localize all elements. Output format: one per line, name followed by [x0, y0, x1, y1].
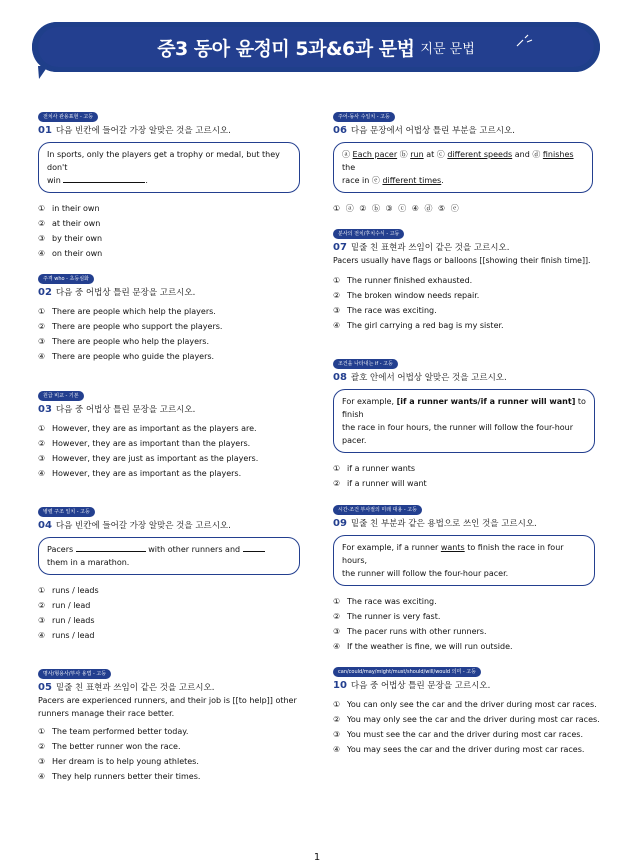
question-prompt: 밑줄 친 부분과 같은 용법으로 쓰인 것을 고르시오. [350, 519, 537, 529]
passage-text: For example, [342, 397, 395, 406]
option[interactable] [333, 273, 603, 288]
option[interactable] [333, 639, 595, 654]
question-tag: 명사/형용사/부사 용법 - 고등 [38, 669, 111, 679]
passage-text: and [514, 150, 530, 159]
options-list [333, 697, 613, 757]
passage-text: win [47, 176, 61, 185]
option[interactable] [333, 318, 603, 333]
option-number: ③ [38, 454, 46, 463]
question-10 [333, 658, 613, 757]
question-tag: 전치사 관용표현 - 고등 [38, 112, 98, 122]
option-number: ④ [333, 745, 341, 754]
option-text: The team performed better today. [52, 727, 189, 736]
speech-tail-icon [36, 66, 54, 80]
option-text: Her dream is to help young athletes. [52, 757, 199, 766]
option-number: ③ [333, 730, 341, 739]
passage-line [342, 174, 584, 187]
option-text: However, they are as important as the players. [52, 469, 242, 478]
question-prompt: 다음 빈칸에 들어갈 가장 알맞은 것을 고르시오. [55, 126, 231, 136]
option[interactable] [333, 594, 595, 609]
option[interactable] [333, 697, 613, 712]
option[interactable] [38, 246, 300, 261]
passage-line [47, 174, 291, 187]
question-prompt-line [333, 680, 613, 692]
banner-inner [38, 27, 594, 67]
passage-box [38, 142, 300, 193]
option[interactable] [38, 201, 300, 216]
passage-text: . [145, 176, 148, 185]
passage-text: to finish the race in four hours, [342, 543, 564, 565]
option[interactable] [333, 288, 603, 303]
question-08 [333, 350, 595, 491]
question-02 [38, 265, 300, 364]
passage-text: with other runners and [148, 545, 241, 554]
option-text: The runner is very fast. [347, 612, 441, 621]
passage-box [333, 142, 593, 193]
question-prompt-line [333, 372, 595, 384]
passage-line: the runner will follow the four-hour pacer. [342, 569, 509, 578]
option-text: at their own [52, 219, 101, 228]
option-text: if a runner wants [347, 464, 416, 473]
option-number: ② [333, 612, 341, 621]
option-text: The pacer runs with other runners. [347, 627, 487, 636]
question-prompt-line [38, 287, 300, 299]
option[interactable] [38, 216, 300, 231]
option-text: There are people who support the players. [52, 322, 223, 331]
option-number: ③ [38, 337, 46, 346]
option[interactable] [38, 598, 300, 613]
options-list [38, 583, 300, 643]
question-stem: Pacers usually have flags or balloons [[showing their finish time]]. [333, 256, 591, 265]
option-text: There are people which help the players. [52, 307, 216, 316]
question-tag: 시간·조건 부사절의 미래 대용 - 고등 [333, 505, 422, 515]
question-tag: 조건을 나타내는 if - 고등 [333, 359, 398, 369]
option-text: If the weather is fine, we will run outside. [347, 642, 513, 651]
underlined-part: different speeds [447, 150, 513, 159]
options-list [38, 724, 300, 784]
options-list [333, 461, 595, 491]
question-prompt-line [333, 242, 603, 254]
question-prompt: 밑줄 친 표현과 쓰임이 같은 것을 고르시오. [350, 243, 510, 253]
option-text: in their own [52, 204, 100, 213]
option-text: The girl carrying a red bag is my sister. [347, 321, 504, 330]
option[interactable] [38, 436, 300, 451]
option-number: ④ [38, 469, 46, 478]
question-prompt-line [38, 520, 300, 532]
option-number: ① [38, 424, 46, 433]
option-text: run / leads [52, 616, 95, 625]
option-number: ④ [38, 352, 46, 361]
question-prompt: 다음 빈칸에 들어갈 가장 알맞은 것을 고르시오. [55, 521, 231, 531]
question-01 [38, 103, 300, 261]
question-tag: 주격 who - 초등심화 [38, 274, 94, 284]
option-number: ① [333, 464, 341, 473]
options-list [38, 201, 300, 261]
page-number: 1 [313, 852, 321, 863]
option-number: ④ [333, 321, 341, 330]
passage-text: at [426, 150, 435, 159]
question-number: 05 [38, 682, 52, 693]
options-list [333, 273, 603, 333]
question-number: 02 [38, 287, 52, 298]
option-text: if a runner will want [347, 479, 427, 488]
underlined-part: Each pacer [352, 150, 398, 159]
title-banner [32, 22, 600, 80]
option-number: ② [333, 715, 341, 724]
option[interactable] [38, 769, 300, 784]
option-text: The better runner won the race. [52, 742, 181, 751]
option-number: ④ [38, 772, 46, 781]
question-05 [38, 660, 300, 784]
passage-text: Pacers [47, 545, 74, 554]
option-text: You may only see the car and the driver during most car races. [347, 715, 600, 724]
question-number: 08 [333, 372, 347, 383]
option-number: ③ [38, 616, 46, 625]
option-number: ① [38, 204, 46, 213]
option[interactable] [333, 609, 595, 624]
passage-line [342, 541, 586, 567]
option-number: ③ [333, 627, 341, 636]
question-03 [38, 382, 300, 481]
option-text: by their own [52, 234, 103, 243]
question-number: 04 [38, 520, 52, 531]
passage-box [333, 389, 595, 453]
option-number: ① [333, 700, 341, 709]
option-number: ① [333, 597, 341, 606]
option[interactable] [38, 349, 300, 364]
passage-line: them in a marathon. [47, 558, 130, 567]
passage-line [342, 148, 584, 174]
option[interactable] [38, 451, 300, 466]
option[interactable] [38, 628, 300, 643]
passage-text: the [342, 163, 356, 172]
passage-line [342, 395, 586, 421]
option-text: There are people who guide the players. [52, 352, 215, 361]
option-number: ③ [333, 306, 341, 315]
option-number: ① [333, 276, 341, 285]
mark-a: ⓐ [342, 150, 350, 159]
option[interactable] [38, 583, 300, 598]
option[interactable] [38, 613, 300, 628]
option[interactable] [38, 334, 300, 349]
underlined-part: finishes [542, 150, 574, 159]
question-tag: 병렬 구조 일치 - 고등 [38, 507, 95, 517]
answer-blank [243, 543, 265, 552]
option-text: They help runners better their times. [52, 772, 201, 781]
option[interactable] [333, 303, 603, 318]
option[interactable] [333, 727, 613, 742]
option[interactable] [38, 754, 300, 769]
option-text: run / lead [52, 601, 91, 610]
option[interactable] [333, 476, 595, 491]
sparkle-icon [515, 34, 533, 48]
question-number: 07 [333, 242, 347, 253]
option-number: ② [38, 742, 46, 751]
answer-choices[interactable]: ① ⓐ ② ⓑ ③ ⓒ ④ ⓓ ⑤ ⓔ [333, 204, 459, 213]
option[interactable] [38, 724, 300, 739]
passage-text: race in [342, 176, 370, 185]
page-title: 중3 동아 윤정미 5과&6과 문법 [157, 37, 415, 60]
option[interactable] [38, 739, 300, 754]
option-number: ② [38, 439, 46, 448]
option[interactable] [38, 421, 300, 436]
answer-blank [63, 174, 145, 183]
option-number: ② [38, 219, 46, 228]
question-tag: 주어-동사 수일치 - 고등 [333, 112, 395, 122]
passage-line: In sports, only the players get a trophy or medal, but they don't [47, 150, 280, 172]
question-09 [333, 496, 595, 654]
question-prompt: 괄호 안에서 어법상 알맞은 것을 고르시오. [350, 373, 507, 383]
bracket-choice: [if a runner wants/if a runner will want] [396, 397, 576, 406]
option[interactable] [333, 742, 613, 757]
option-text: on their own [52, 249, 103, 258]
question-prompt-line [38, 404, 300, 416]
question-stem: Pacers are experienced runners, and their job is [[to help]] other [38, 696, 297, 705]
options-list [38, 421, 300, 481]
option-number: ② [38, 601, 46, 610]
underlined-part: run [410, 150, 424, 159]
question-number: 10 [333, 680, 347, 691]
mark-c: ⓒ [436, 150, 445, 159]
question-06 [333, 103, 595, 214]
question-prompt: 다음 중 어법상 틀린 문장을 고르시오. [350, 681, 491, 691]
option-text: However, they are as important than the players. [52, 439, 251, 448]
option[interactable] [38, 466, 300, 481]
passage-text: For example, if a runner [342, 543, 439, 552]
passage-box [38, 537, 300, 575]
question-prompt-line [38, 682, 300, 694]
option-number: ① [38, 307, 46, 316]
options-list [38, 304, 300, 364]
underlined-part: different times [382, 176, 442, 185]
option-text: You may sees the car and the driver during most car races. [347, 745, 585, 754]
passage-line [47, 543, 291, 556]
passage-line: pacer. [342, 436, 367, 445]
mark-e: ⓔ [371, 176, 380, 185]
question-number: 01 [38, 125, 52, 136]
option-text: The race was exciting. [347, 597, 437, 606]
option-text: However, they are just as important as the players. [52, 454, 259, 463]
question-prompt-line [38, 125, 300, 137]
option-number: ② [333, 479, 341, 488]
question-number: 03 [38, 404, 52, 415]
option[interactable] [333, 712, 613, 727]
option-number: ② [333, 291, 341, 300]
option-text: The race was exciting. [347, 306, 437, 315]
question-prompt: 다음 중 어법상 틀린 문장을 고르시오. [55, 405, 196, 415]
passage-line: the race in four hours, the runner will follow the four-hour [342, 423, 574, 432]
option-number: ① [38, 727, 46, 736]
question-prompt-line [333, 125, 595, 137]
option[interactable] [38, 231, 300, 246]
question-tag: 원급 비교 - 기본 [38, 391, 84, 401]
option-number: ① [38, 586, 46, 595]
question-prompt: 다음 중 어법상 틀린 문장을 고르시오. [55, 288, 196, 298]
page-subtitle: 지문 문법 [420, 41, 475, 57]
passage-text: . [441, 176, 444, 185]
option-number: ③ [38, 234, 46, 243]
question-prompt: 다음 문장에서 어법상 틀린 부분을 고르시오. [350, 126, 515, 136]
option-text: The broken window needs repair. [347, 291, 480, 300]
question-07 [333, 220, 603, 333]
passage-box [333, 535, 595, 586]
option-text: You can only see the car and the driver during most car races. [347, 700, 597, 709]
option-number: ② [38, 322, 46, 331]
underlined-part: wants [440, 543, 465, 552]
passage-text: to finish [342, 397, 586, 419]
option-number: ④ [333, 642, 341, 651]
option[interactable] [333, 624, 595, 639]
question-number: 06 [333, 125, 347, 136]
option-number: ④ [38, 631, 46, 640]
question-stem: runners manage their race better. [38, 709, 175, 718]
option-text: runs / leads [52, 586, 99, 595]
question-prompt: 밑줄 친 표현과 쓰임이 같은 것을 고르시오. [55, 683, 215, 693]
answer-blank [76, 543, 146, 552]
option-text: The runner finished exhausted. [347, 276, 473, 285]
question-tag: can/could/may/might/must/should/will/would 의미 - 고등 [333, 667, 481, 677]
option[interactable] [333, 461, 595, 476]
option-text: runs / lead [52, 631, 95, 640]
question-tag: 분사의 전치/후치수식 - 고등 [333, 229, 404, 239]
option[interactable] [38, 319, 300, 334]
option-number: ③ [38, 757, 46, 766]
question-04 [38, 498, 300, 643]
option-text: However, they are as important as the players are. [52, 424, 257, 433]
question-number: 09 [333, 518, 347, 529]
option-text: You must see the car and the driver during most car races. [347, 730, 583, 739]
option[interactable] [38, 304, 300, 319]
question-prompt-line [333, 518, 595, 530]
option-text: There are people who help the players. [52, 337, 210, 346]
options-list [333, 594, 595, 654]
mark-d: ⓓ [532, 150, 541, 159]
mark-b: ⓑ [399, 150, 408, 159]
option-number: ④ [38, 249, 46, 258]
